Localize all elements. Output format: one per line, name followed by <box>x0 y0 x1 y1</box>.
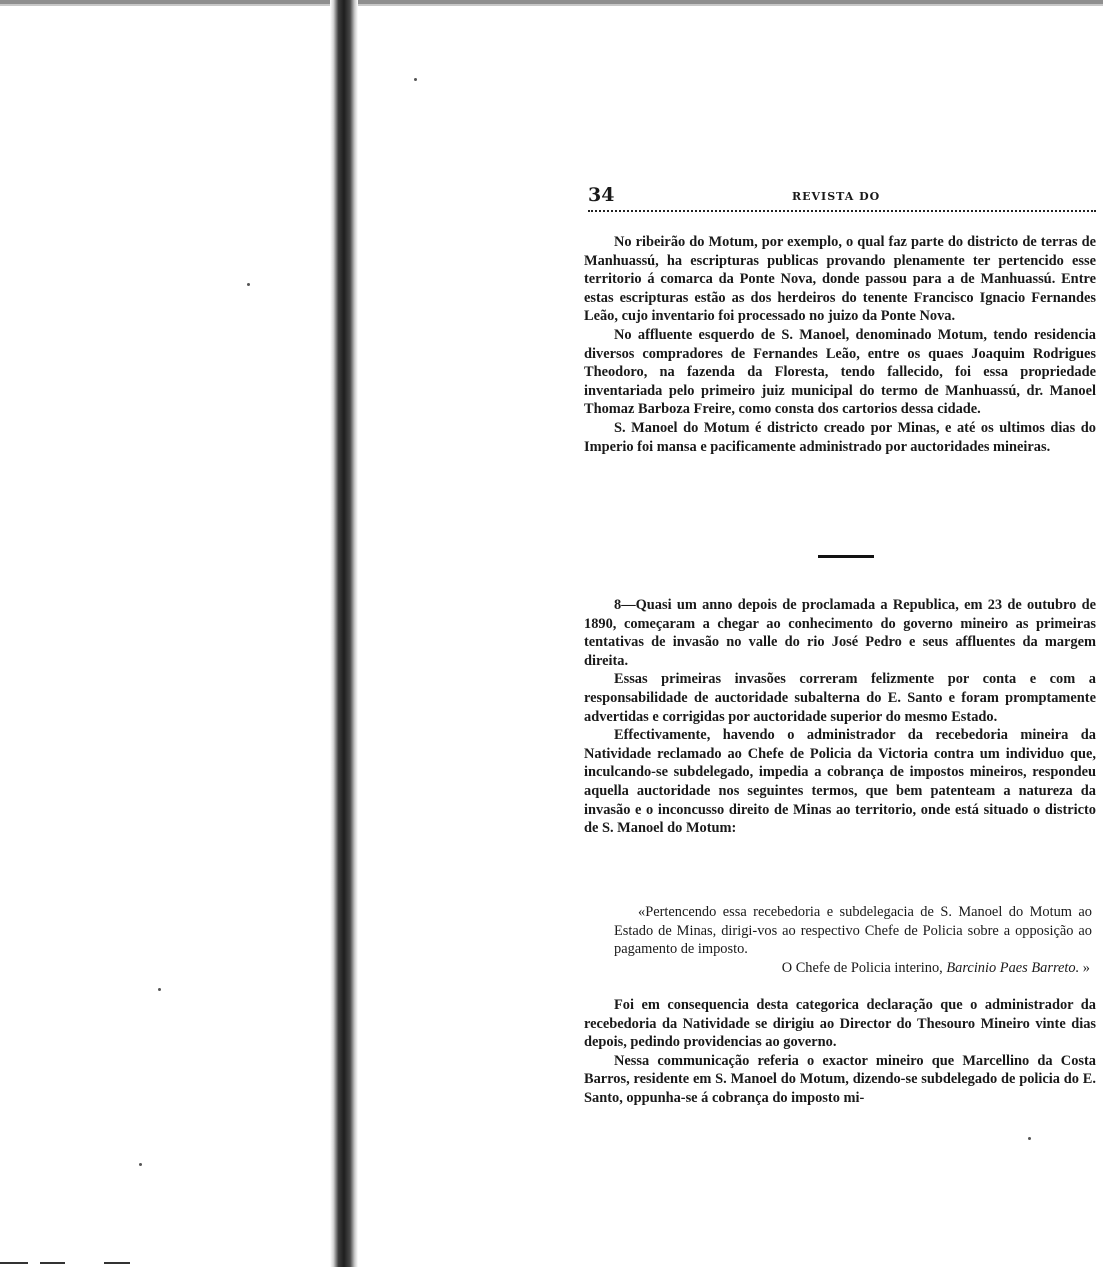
scan-bottom-mark <box>104 1262 130 1264</box>
scan-top-shadow <box>0 4 1103 6</box>
block-quote <box>614 903 1092 977</box>
page-header <box>588 184 1098 212</box>
paragraph: S. Manoel do Motum é districto creado por Minas, e até os ultimos dias do Imperio foi mansa e pacificamente administrado por auctoridades mineiras. <box>584 419 1096 455</box>
section-separator <box>818 555 874 558</box>
header-rule <box>588 210 1096 212</box>
paragraph: No affluente esquerdo de S. Manoel, denominado Motum, tendo residencia diversos compradores de Fernandes Leão, entre os quaes Joaquim Rodrigues Theodoro, na fazenda da Floresta, tendo fallecido, foi essa propriedade inventariada pelo primeiro juiz municipal do termo de Manhuassú, dr. Manoel Thomaz Barboza Freire, como consta dos cartorios dessa cidade. <box>584 326 1096 418</box>
running-title: REVISTA DO <box>792 190 881 203</box>
quote-text: «Pertencendo essa recebedoria e subdelegacia de S. Manoel do Motum ao Estado de Minas, dirigi-vos ao respectivo Chefe de Policia sobre a opposição ao pagamento de imposto. <box>614 904 1092 958</box>
closing-section <box>584 996 1096 1108</box>
paragraph: 8—Quasi um anno depois de proclamada a Republica, em 23 de outubro de 1890, começaram a chegar ao conhecimento do governo mineiro as primeiras tentativas de invasão no valle do rio José Pedro e seus affluentes da margem direita. <box>584 597 1096 669</box>
scan-speck <box>414 78 417 81</box>
scan-speck <box>1028 1137 1031 1140</box>
scan-speck <box>139 1163 142 1166</box>
paragraph: No ribeirão do Motum, por exemplo, o qual faz parte do districto de terras de Manhuassú, ha escripturas publicas provando plenamente ter pertencido esse territorio á comarca da Ponte Nova, donde passou para a de Manhuassú. Entre estas escripturas estão as dos herdeiros do tenente Francisco Ignacio Fernandes Leão, cujo inventario foi processado no juizo da Ponte Nova. <box>584 234 1096 325</box>
book-spine-gutter <box>330 0 358 1267</box>
scan-bottom-mark <box>40 1262 65 1264</box>
paragraph: Effectivamente, havendo o administrador da recebedoria mineira da Natividade reclamado ao Chefe de Policia da Victoria contra um individuo que, inculcando-se subdelegado, impedia a cobrança de impostos mineiros, respondeu aquella auctoridade nos seguintes termos, que bem patenteam a natureza da invasão e o inconcusso direito de Minas ao territorio, onde está situado o districto de S. Manoel do Motum: <box>584 727 1096 837</box>
paragraph: Essas primeiras invasões correram felizmente por conta e com a responsabilidade de auctoridade subalterna do E. Santo e foram promptamente advertidas e corrigidas por auctoridade superior do mesmo Estado. <box>584 671 1096 725</box>
section-one <box>584 233 1096 456</box>
scan-speck <box>158 988 161 991</box>
quote-signature <box>614 959 1092 978</box>
page-number: 34 <box>588 184 615 206</box>
paragraph: Nessa communicação referia o exactor mineiro que Marcellino da Costa Barros, residente em S. Manoel do Motum, dizendo-se subdelegado de policia do E. Santo, oppunha-se á cobrança do imposto mi- <box>584 1052 1096 1106</box>
scan-bottom-mark <box>0 1262 28 1264</box>
signature-name: Barcinio Paes Barreto. <box>946 959 1080 976</box>
signature-close: » <box>1079 959 1090 976</box>
section-two <box>584 596 1096 838</box>
paragraph: Foi em consequencia desta categorica declaração que o administrador da recebedoria da Natividade se dirigiu ao Director do Thesouro Mineiro vinte dias depois, pedindo providencias ao governo. <box>584 997 1096 1051</box>
signature-prefix: O Chefe de Policia interino, <box>781 959 943 976</box>
scan-speck <box>247 283 250 286</box>
